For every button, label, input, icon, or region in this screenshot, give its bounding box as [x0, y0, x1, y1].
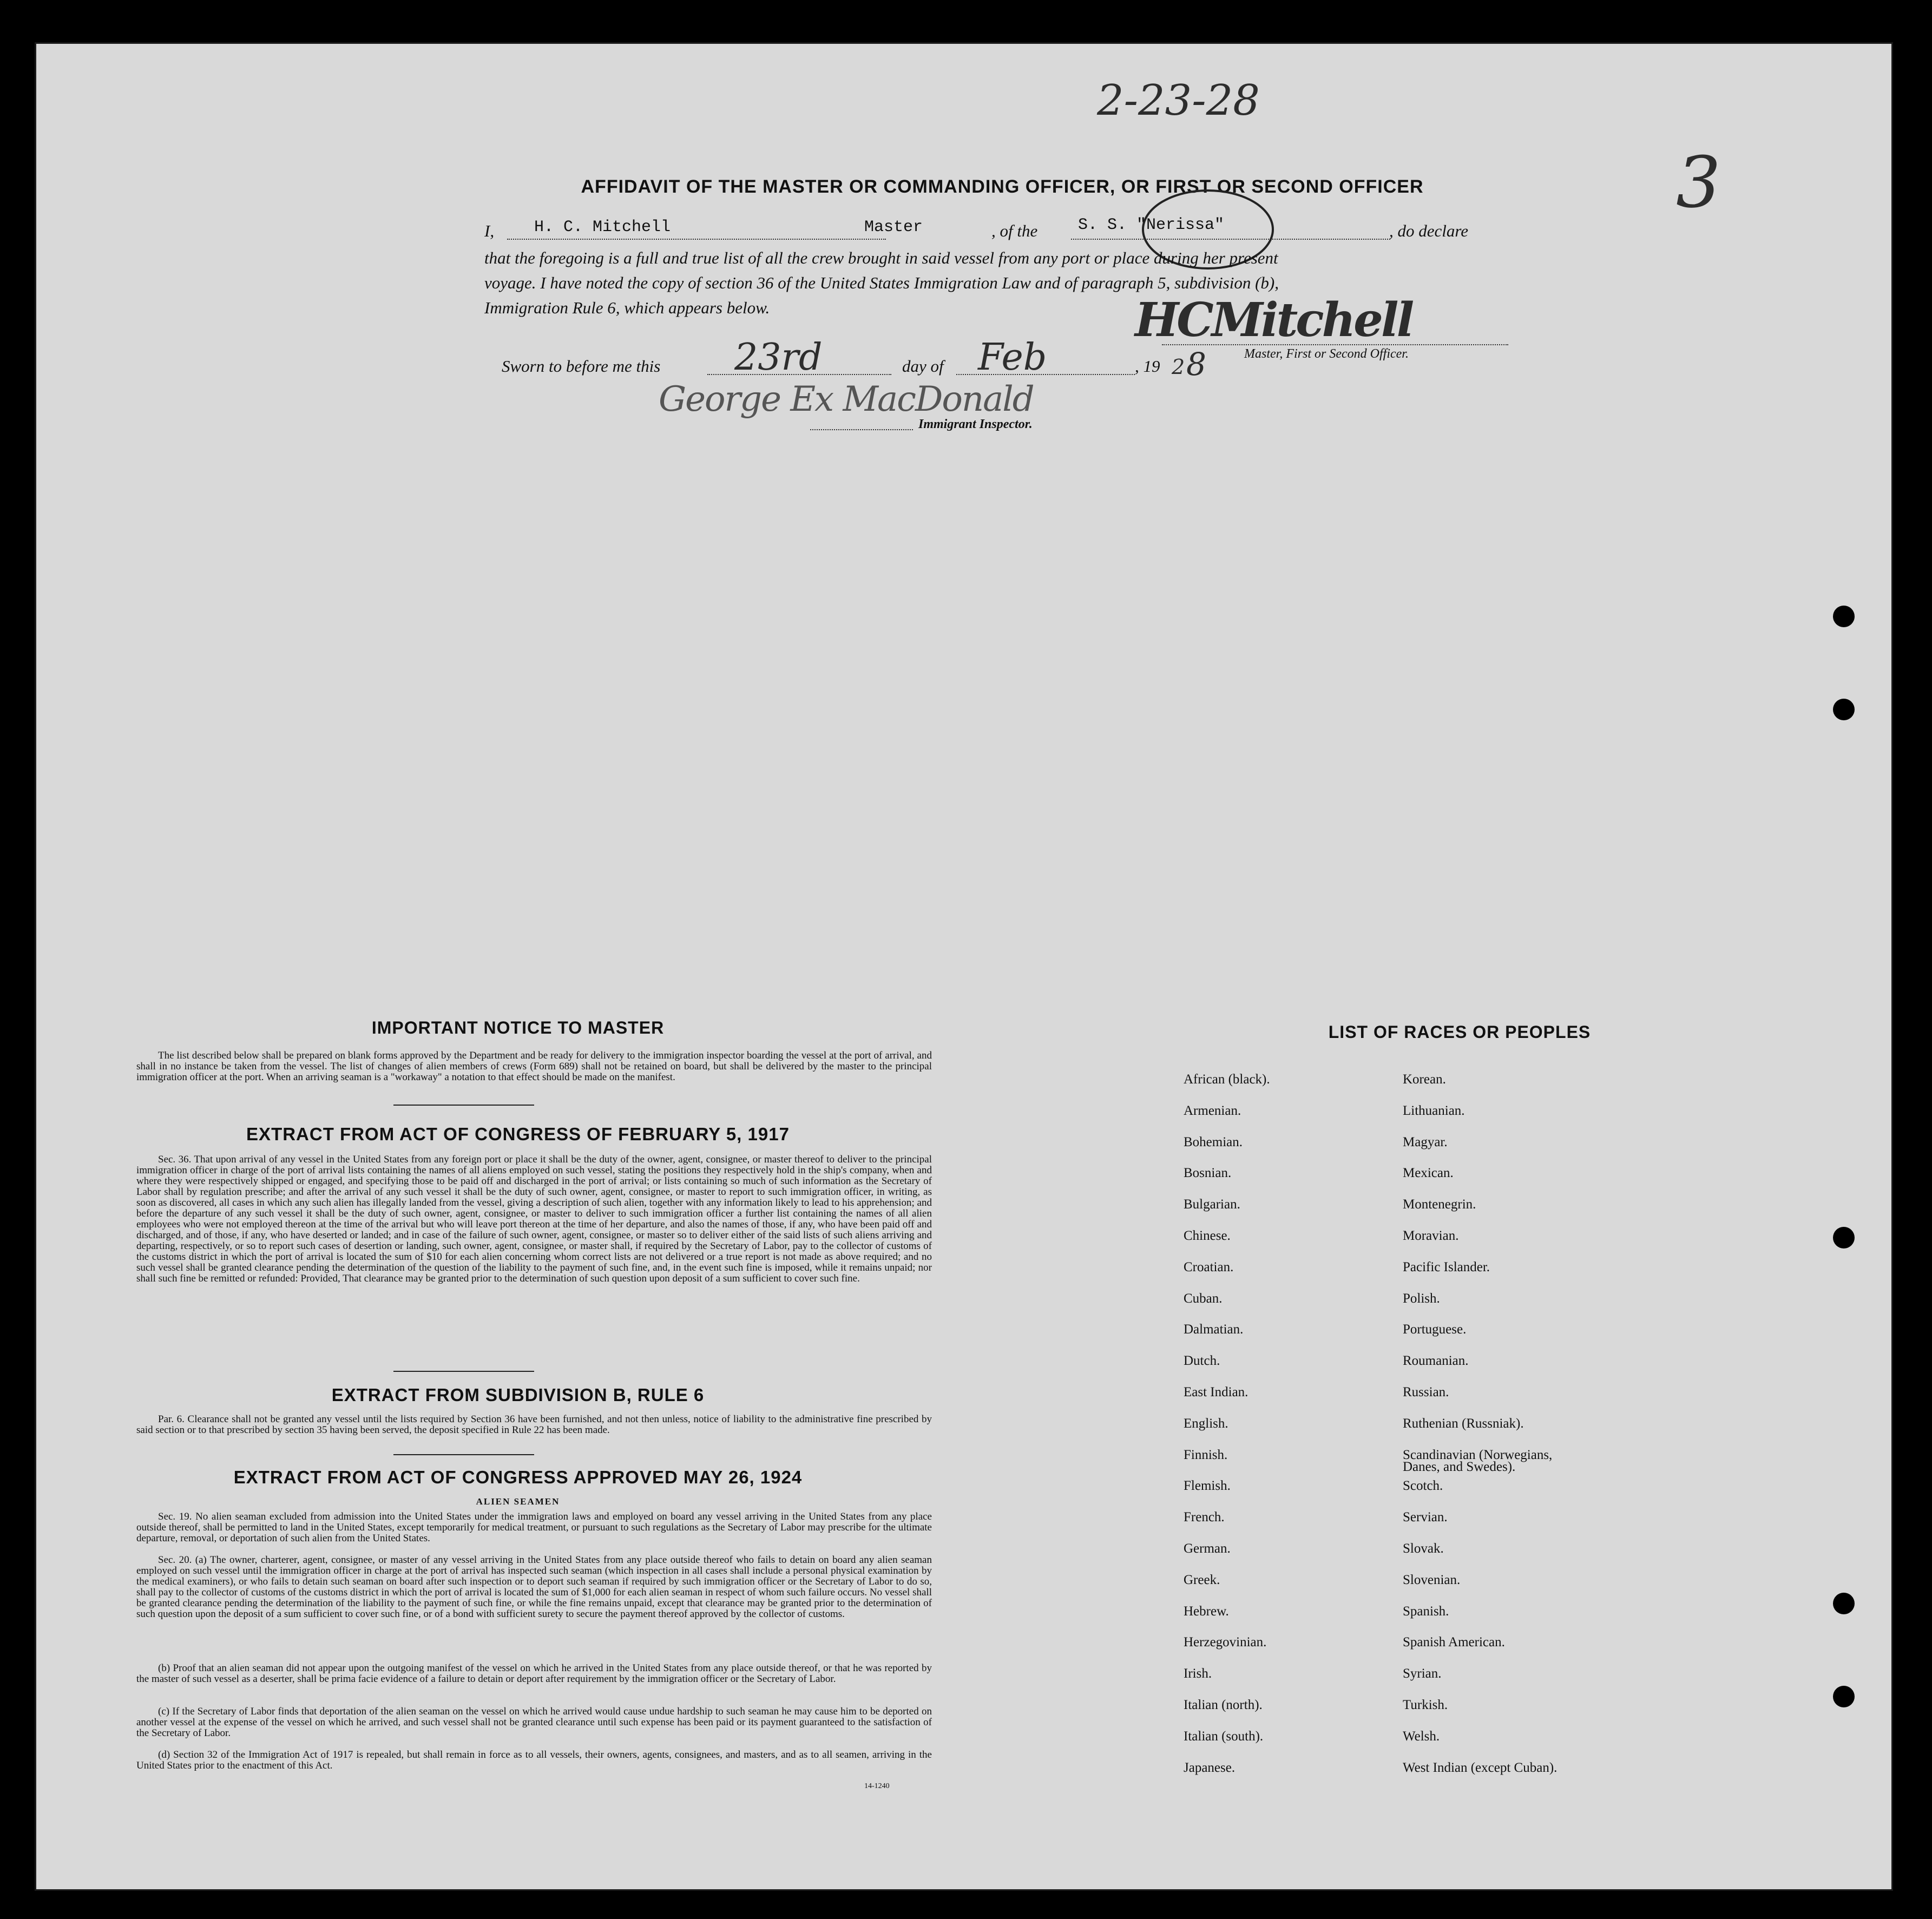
race-item: Dutch.	[1184, 1353, 1220, 1368]
race-item: Armenian.	[1184, 1103, 1241, 1118]
do-declare-label: , do declare	[1389, 221, 1469, 240]
race-item: Servian.	[1403, 1510, 1448, 1524]
master-rank: Master	[864, 218, 923, 236]
race-item: Croatian.	[1184, 1260, 1234, 1274]
races-title: LIST OF RACES OR PEOPLES	[1328, 1022, 1591, 1042]
of-the-label: , of the	[991, 221, 1038, 240]
race-item: German.	[1184, 1541, 1231, 1556]
notice-text: The list described below shall be prepared on blank forms approved by the Department and be ready for delivery to the immigration inspector boarding the vessel at the port of arrival, and shall in no instance be taken from the vessel. The list of changes of alien members of crews (Form 689) shall not be retained on board, but shall be delivered by the master to the principal immigration officer at the port. When an arriving seaman is a "workaway" a notation to that effect should be made on the manifest.	[136, 1050, 932, 1083]
extract-1924-sec20a: Sec. 20. (a) The owner, charterer, agent, consignee, or master of any vessel arriving in the United States from any place outside thereof who fails to detain on board any alien seaman employed on such vessel until the immigration officer in charge at the port of arrival has inspected such seaman (which inspection in all cases shall include a personal physical examination by the medical examiners), or who fails to detain such seaman on board after such inspection or to deport such seaman if required by such immigration officer or the Secretary of Labor to do so, shall pay to the collector of customs of the customs district in which the port of arrival is located the sum of $1,000 for each alien seaman in respect of whom such failure occurs. No vessel shall be granted clearance pending the determination of the liability to the payment of such fine, or while the fine remains unpaid, except that clearance may be granted prior to the determination of such question upon the deposit of a sum sufficient to cover such fine, or of a bond with sufficient surety to secure the payment thereof approved by the collector of customs.	[136, 1554, 932, 1620]
race-item: Polish.	[1403, 1291, 1440, 1306]
extract-rule6-title: EXTRACT FROM SUBDIVISION B, RULE 6	[331, 1385, 705, 1405]
extract-1924-sec20d: (d) Section 32 of the Immigration Act of 1917 is repealed, but shall remain in force as to all vessels, their owners, agents, consignees, and masters, and as to all seamen, arriving in the United States prior to the enactment of this Act.	[136, 1749, 932, 1771]
binder-hole	[1833, 699, 1855, 720]
race-item: African (black).	[1184, 1072, 1270, 1087]
race-item: West Indian (except Cuban).	[1403, 1760, 1558, 1775]
race-item: Russian.	[1403, 1385, 1449, 1399]
inspector-caption: Immigrant Inspector.	[918, 417, 1033, 431]
extract-1924-title: EXTRACT FROM ACT OF CONGRESS APPROVED MAY 26, 1924	[233, 1467, 803, 1487]
race-item: Portuguese.	[1403, 1322, 1467, 1337]
declaration-line-3: voyage. I have noted the copy of section 36 of the United States Immigration Law and of paragraph 5, subdivision (b),	[484, 273, 1279, 292]
race-item: Slovak.	[1403, 1541, 1444, 1556]
race-item: Montenegrin.	[1403, 1197, 1476, 1212]
race-item: Chinese.	[1184, 1228, 1231, 1243]
race-item: Ruthenian (Russniak).	[1403, 1416, 1524, 1431]
master-name: H. C. Mitchell	[534, 218, 671, 236]
race-item: Slovenian.	[1403, 1573, 1461, 1587]
race-item: Cuban.	[1184, 1291, 1223, 1306]
race-item: Scotch.	[1403, 1478, 1443, 1493]
race-item: East Indian.	[1184, 1385, 1248, 1399]
divider	[393, 1454, 534, 1455]
extract-1924-sec20b: (b) Proof that an alien seaman did not appear upon the outgoing manifest of the vessel on which he arrived in the United States from any place outside thereof, or that he was reported by the master of such vessel as a deserter, shall be prima facie evidence of a failure to detain or deport after requirement by the immigration officer or the Secretary of Labor.	[136, 1662, 932, 1685]
sworn-month: Feb	[978, 336, 1047, 379]
binder-hole	[1833, 1686, 1855, 1707]
race-item: Bulgarian.	[1184, 1197, 1240, 1212]
alien-seamen-subtitle: ALIEN SEAMEN	[476, 1496, 560, 1507]
extract-1924-sec19: Sec. 19. No alien seaman excluded from admission into the United States under the immigration laws and employed on board any vessel arriving in the United States from any place outside thereof, shall be permitted to land in the United States, except temporarily for medical treatment, or pursuant to such regulations as the Secretary of Labor may prescribe for the ultimate departure, removal, or deportation of such alien from the United States.	[136, 1511, 932, 1544]
master-signature: HCMitchell	[1135, 293, 1412, 347]
race-item: English.	[1184, 1416, 1228, 1431]
race-item: French.	[1184, 1510, 1225, 1524]
race-item: Spanish.	[1403, 1604, 1449, 1619]
year-prefix: , 19	[1135, 357, 1160, 376]
extract-1917-title: EXTRACT FROM ACT OF CONGRESS OF FEBRUARY 5, 1917	[246, 1124, 790, 1144]
signer-caption: Master, First or Second Officer.	[1244, 347, 1409, 361]
document-page	[35, 42, 1893, 1891]
form-number: 14-1240	[864, 1782, 890, 1790]
extract-1917-text: Sec. 36. That upon arrival of any vessel in the United States from any foreign port or place it shall be the duty of the owner, agent, consignee, or master thereof to deliver to the principal immigration officer in charge of the port of arrival lists containing the names of all aliens employed on such vessel, stating the positions they respectively hold in the ship's company, when and where they were respectively shipped or engaged, and specifying those to be paid off and discharged in the port of arrival; or lists containing so much of such information as the Secretary of Labor shall by regulation prescribe; and after the arrival of any such vessel it shall be the duty of such owner, agent, consignee, or master to report to such immigration officer, in writing, as soon as discovered, all cases in which any such alien has illegally landed from the vessel, giving a description of such alien, together with any information likely to lead to his apprehension; and before the departure of any such vessel it shall be the duty of such owner, agent, consignee, or master to deliver to such immigration officer a further list containing the names of all alien employees who were not employed thereon at the time of the arrival but who will leave port thereon at the time of her departure, and also the names of those, if any, who have been paid off and discharged, and of those, if any, who have deserted or landed; and in case of the failure of such owner, agent, consignee, or master so to deliver either of the said lists of such aliens arriving and departing, respectively, or so to report such cases of desertion or landing, such owner, agent, consignee, or master shall, if required by the Secretary of Labor, pay to the collector of customs of the customs district in which the port of arrival is located the sum of $10 for each alien concerning whom correct lists are not delivered or a true report is not made as above required; and no such vessel shall be granted clearance pending the determination of the question of the liability to the payment of such fine, and, in the event such fine is imposed, while it remains unpaid; nor shall such fine be remitted or refunded: Provided, That clearance may be granted prior to the determination of such question upon deposit of a sum sufficient to cover such fine.	[136, 1154, 932, 1284]
race-item: Turkish.	[1403, 1698, 1448, 1712]
race-item: Flemish.	[1184, 1478, 1231, 1493]
race-item: Italian (north).	[1184, 1698, 1263, 1712]
race-item: Herzegovinian.	[1184, 1635, 1267, 1649]
race-item: Finnish.	[1184, 1448, 1228, 1462]
race-item: Bohemian.	[1184, 1135, 1243, 1149]
day-of-label: day of	[902, 357, 944, 376]
race-item: Irish.	[1184, 1666, 1212, 1681]
race-item: Lithuanian.	[1403, 1103, 1465, 1118]
race-item: Italian (south).	[1184, 1729, 1264, 1744]
vessel-name: S. S. "Nerissa"	[1078, 216, 1225, 234]
sworn-year-suffix: 8	[1186, 346, 1206, 383]
signature-line	[1162, 344, 1508, 345]
race-item: Mexican.	[1403, 1166, 1454, 1180]
race-item: Roumanian.	[1403, 1353, 1469, 1368]
sworn-year-digit: 2	[1172, 355, 1185, 379]
extract-rule6-text: Par. 6. Clearance shall not be granted any vessel until the lists required by Section 36 have been furnished, and not then unless, notice of liability to the administrative fine prescribed by said section or to that prescribed by section 35 having been served, the deposit specified in Rule 22 has been made.	[136, 1414, 932, 1436]
race-item: Bosnian.	[1184, 1166, 1232, 1180]
binder-hole	[1833, 1227, 1855, 1248]
sworn-label: Sworn to before me this	[502, 357, 661, 376]
sworn-day: 23rd	[734, 336, 823, 379]
declaration-line-2: that the foregoing is a full and true list of all the crew brought in said vessel from any port or place during her present	[484, 248, 1278, 267]
handwritten-page-number: 3	[1676, 141, 1721, 224]
race-item: Japanese.	[1184, 1760, 1236, 1775]
race-item: Syrian.	[1403, 1666, 1442, 1681]
binder-hole	[1833, 606, 1855, 627]
binder-hole	[1833, 1593, 1855, 1614]
handwritten-date: 2-23-28	[1097, 76, 1260, 125]
race-item: Danes, and Swedes).	[1403, 1460, 1516, 1474]
race-item: Korean.	[1403, 1072, 1446, 1087]
divider	[393, 1105, 534, 1106]
declaration-line-4: Immigration Rule 6, which appears below.	[484, 298, 770, 317]
divider	[393, 1371, 534, 1372]
race-item: Pacific Islander.	[1403, 1260, 1490, 1274]
affidavit-heading: AFFIDAVIT OF THE MASTER OR COMMANDING OFFICER, OR FIRST OR SECOND OFFICER	[581, 176, 1424, 197]
race-item: Spanish American.	[1403, 1635, 1505, 1649]
affidavit-i-label: I,	[484, 221, 495, 240]
extract-1924-sec20c: (c) If the Secretary of Labor finds that deportation of the alien seaman on the vessel on which he arrived would cause undue hardship to such seaman he may cause him to be deported on another vessel at the expense of the vessel on which he arrived, and such vessel shall not be granted clearance until such expense has been paid or its payment guaranteed to the satisfaction of the Secretary of Labor.	[136, 1706, 932, 1739]
race-item: Dalmatian.	[1184, 1322, 1244, 1337]
race-item: Hebrew.	[1184, 1604, 1229, 1619]
notice-title: IMPORTANT NOTICE TO MASTER	[371, 1018, 665, 1037]
race-item: Magyar.	[1403, 1135, 1448, 1149]
inspector-signature: George Ex MacDonald	[659, 379, 1034, 419]
master-name-line	[507, 239, 886, 240]
race-item: Moravian.	[1403, 1228, 1459, 1243]
race-item: Scandinavian (Norwegians,	[1403, 1448, 1553, 1462]
race-item: Greek.	[1184, 1573, 1220, 1587]
inspector-line	[810, 429, 913, 430]
race-item: Welsh.	[1403, 1729, 1440, 1744]
